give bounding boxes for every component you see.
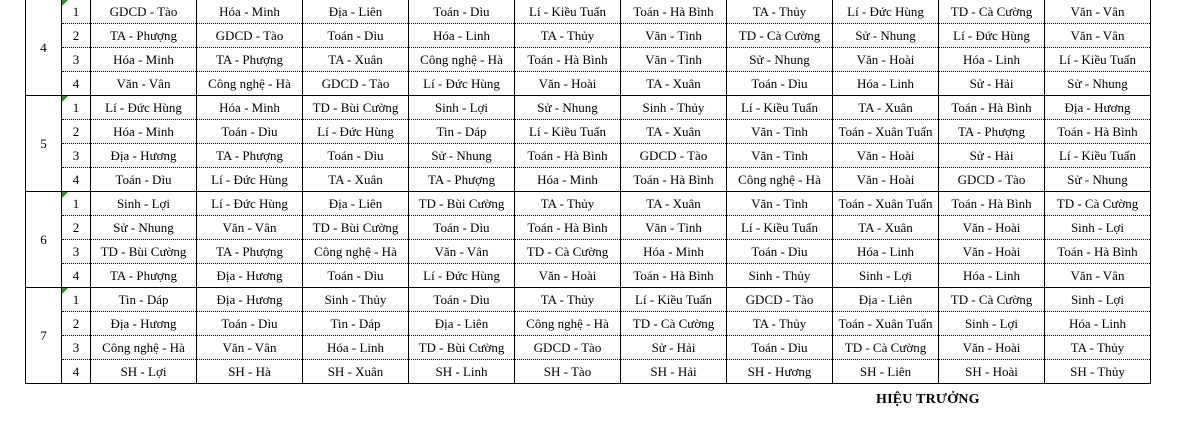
lesson-cell: TD - Bùi Cường [91, 240, 197, 264]
lesson-cell: Văn - Hoài [833, 168, 939, 192]
day-label: 6 [26, 192, 62, 288]
lesson-cell: TD - Cà Cường [621, 312, 727, 336]
lesson-cell: TA - Phượng [197, 144, 303, 168]
lesson-cell: GDCD - Tào [515, 336, 621, 360]
timetable-row [26, 360, 1151, 384]
lesson-cell: Văn - Tình [727, 144, 833, 168]
lesson-cell: Toán - Dìu [409, 216, 515, 240]
lesson-cell: Văn - Vân [1045, 24, 1151, 48]
lesson-cell: Sinh - Lợi [409, 96, 515, 120]
timetable-row [26, 192, 1151, 216]
lesson-cell: Toán - Hà Bình [939, 96, 1045, 120]
lesson-cell: Hóa - Minh [91, 48, 197, 72]
lesson-cell: Sử - Hải [939, 144, 1045, 168]
lesson-cell: Văn - Vân [197, 216, 303, 240]
lesson-cell: Toán - Dìu [409, 0, 515, 24]
timetable-row [26, 168, 1151, 192]
lesson-cell: Sinh - Thủy [727, 264, 833, 288]
lesson-cell: Công nghệ - Hà [91, 336, 197, 360]
lesson-cell: Sử - Nhung [1045, 168, 1151, 192]
timetable-row [26, 216, 1151, 240]
period-number: 4 [62, 264, 91, 288]
lesson-cell: Lí - Kiều Tuấn [1045, 144, 1151, 168]
lesson-cell: SH - Xuân [303, 360, 409, 384]
lesson-cell: Toán - Dìu [197, 312, 303, 336]
timetable-row [26, 0, 1151, 24]
lesson-cell: TA - Thủy [727, 312, 833, 336]
lesson-cell: Sinh - Thủy [621, 96, 727, 120]
lesson-cell: Văn - Hoài [833, 48, 939, 72]
lesson-cell: Lí - Đức Hùng [303, 120, 409, 144]
lesson-cell: SH - Linh [409, 360, 515, 384]
lesson-cell: TA - Xuân [621, 72, 727, 96]
lesson-cell: Toán - Hà Bình [1045, 120, 1151, 144]
lesson-cell: TD - Bùi Cường [409, 336, 515, 360]
lesson-cell: Hóa - Linh [1045, 312, 1151, 336]
timetable-row [26, 264, 1151, 288]
lesson-cell: Văn - Vân [409, 240, 515, 264]
timetable-grid [25, 0, 1151, 384]
lesson-cell: Công nghệ - Hà [409, 48, 515, 72]
timetable-row [26, 144, 1151, 168]
lesson-cell: Lí - Kiều Tuấn [1045, 48, 1151, 72]
lesson-cell: Sử - Nhung [833, 24, 939, 48]
lesson-cell: SH - Hoài [939, 360, 1045, 384]
lesson-cell: TA - Thủy [727, 0, 833, 24]
lesson-cell: Văn - Tình [621, 216, 727, 240]
lesson-cell: Toán - Hà Bình [939, 192, 1045, 216]
lesson-cell: Lí - Đức Hùng [939, 24, 1045, 48]
lesson-cell: GDCD - Tào [197, 24, 303, 48]
lesson-cell: Địa - Hương [197, 288, 303, 312]
lesson-cell: Lí - Kiều Tuấn [727, 216, 833, 240]
timetable-row [26, 288, 1151, 312]
timetable-body [26, 0, 1151, 384]
lesson-cell: TD - Cà Cường [939, 0, 1045, 24]
lesson-cell: Toán - Dìu [91, 168, 197, 192]
lesson-cell: Toán - Dìu [727, 336, 833, 360]
lesson-cell: Văn - Hoài [939, 336, 1045, 360]
lesson-cell: Địa - Liên [833, 288, 939, 312]
lesson-cell: Hóa - Linh [409, 24, 515, 48]
lesson-cell: TD - Cà Cường [1045, 192, 1151, 216]
lesson-cell: Toán - Dìu [197, 120, 303, 144]
lesson-cell: Công nghệ - Hà [727, 168, 833, 192]
lesson-cell: Văn - Tình [727, 192, 833, 216]
lesson-cell: Hóa - Linh [939, 264, 1045, 288]
lesson-cell: Sử - Nhung [727, 48, 833, 72]
lesson-cell: SH - Tào [515, 360, 621, 384]
lesson-cell: Công nghệ - Hà [515, 312, 621, 336]
lesson-cell: GDCD - Tào [727, 288, 833, 312]
lesson-cell: Lí - Đức Hùng [833, 0, 939, 24]
lesson-cell: Lí - Đức Hùng [91, 96, 197, 120]
lesson-cell: Lí - Đức Hùng [197, 168, 303, 192]
lesson-cell: TA - Xuân [833, 96, 939, 120]
lesson-cell: SH - Lợi [91, 360, 197, 384]
lesson-cell: Địa - Liên [409, 312, 515, 336]
lesson-cell: SH - Hương [727, 360, 833, 384]
lesson-cell: Văn - Hoài [939, 216, 1045, 240]
lesson-cell: Công nghệ - Hà [303, 240, 409, 264]
lesson-cell: Toán - Dìu [727, 72, 833, 96]
lesson-cell: TA - Phượng [939, 120, 1045, 144]
lesson-cell: Hóa - Linh [939, 48, 1045, 72]
lesson-cell: Địa - Hương [197, 264, 303, 288]
lesson-cell: Văn - Vân [91, 72, 197, 96]
lesson-cell: TA - Phượng [91, 24, 197, 48]
lesson-cell: Văn - Hoài [833, 144, 939, 168]
lesson-cell: Văn - Hoài [515, 72, 621, 96]
period-number: 2 [62, 24, 91, 48]
lesson-cell: Sinh - Lợi [91, 192, 197, 216]
lesson-cell: Toán - Dìu [303, 144, 409, 168]
period-number: 4 [62, 72, 91, 96]
lesson-cell: GDCD - Tào [939, 168, 1045, 192]
lesson-cell: TA - Thủy [1045, 336, 1151, 360]
period-number: 1 [62, 192, 91, 216]
lesson-cell: TA - Thủy [515, 192, 621, 216]
lesson-cell: Hóa - Linh [833, 72, 939, 96]
lesson-cell: Toán - Hà Bình [515, 48, 621, 72]
lesson-cell: Lí - Đức Hùng [409, 264, 515, 288]
timetable-row [26, 312, 1151, 336]
lesson-cell: Toán - Dìu [303, 24, 409, 48]
lesson-cell: Sử - Hải [621, 336, 727, 360]
lesson-cell: TA - Phượng [409, 168, 515, 192]
lesson-cell: TD - Cà Cường [939, 288, 1045, 312]
lesson-cell: Văn - Tình [621, 24, 727, 48]
lesson-cell: Hóa - Minh [91, 120, 197, 144]
lesson-cell: Toán - Dìu [727, 240, 833, 264]
lesson-cell: Lí - Đức Hùng [197, 192, 303, 216]
lesson-cell: Sinh - Lợi [1045, 216, 1151, 240]
lesson-cell: Văn - Tình [621, 48, 727, 72]
lesson-cell: Sử - Hải [939, 72, 1045, 96]
lesson-cell: Địa - Hương [91, 312, 197, 336]
lesson-cell: GDCD - Tào [621, 144, 727, 168]
day-label: 5 [26, 96, 62, 192]
lesson-cell: Lí - Kiều Tuấn [727, 96, 833, 120]
lesson-cell: Tin - Dáp [91, 288, 197, 312]
lesson-cell: GDCD - Tào [91, 0, 197, 24]
lesson-cell: TA - Thủy [515, 24, 621, 48]
lesson-cell: Công nghệ - Hà [197, 72, 303, 96]
lesson-cell: TA - Thủy [515, 288, 621, 312]
lesson-cell: Toán - Hà Bình [621, 168, 727, 192]
period-number: 4 [62, 360, 91, 384]
period-number: 1 [62, 288, 91, 312]
lesson-cell: SH - Hà [197, 360, 303, 384]
lesson-cell: TA - Phượng [197, 48, 303, 72]
lesson-cell: Văn - Tình [727, 120, 833, 144]
lesson-cell: SH - Hải [621, 360, 727, 384]
lesson-cell: TD - Cà Cường [833, 336, 939, 360]
lesson-cell: Lí - Kiều Tuấn [515, 120, 621, 144]
lesson-cell: TA - Phượng [91, 264, 197, 288]
lesson-cell: Tin - Dáp [303, 312, 409, 336]
timetable-row [26, 240, 1151, 264]
lesson-cell: SH - Liên [833, 360, 939, 384]
principal-signature-label: HIỆU TRƯỞNG [876, 392, 980, 407]
lesson-cell: Sinh - Lợi [939, 312, 1045, 336]
period-number: 1 [62, 0, 91, 24]
period-number: 4 [62, 168, 91, 192]
lesson-cell: Toán - Xuân Tuấn [833, 120, 939, 144]
lesson-cell: Địa - Liên [303, 0, 409, 24]
lesson-cell: Văn - Vân [1045, 0, 1151, 24]
lesson-cell: Văn - Hoài [515, 264, 621, 288]
timetable-row [26, 336, 1151, 360]
lesson-cell: Toán - Dìu [409, 288, 515, 312]
lesson-cell: Văn - Hoài [939, 240, 1045, 264]
lesson-cell: TA - Xuân [621, 120, 727, 144]
lesson-cell: Văn - Vân [1045, 264, 1151, 288]
lesson-cell: Toán - Dìu [303, 264, 409, 288]
lesson-cell: TA - Xuân [303, 168, 409, 192]
timetable-row [26, 96, 1151, 120]
lesson-cell: Toán - Hà Bình [621, 264, 727, 288]
day-label: 7 [26, 288, 62, 384]
lesson-cell: Sinh - Lợi [1045, 288, 1151, 312]
period-number: 2 [62, 312, 91, 336]
lesson-cell: TA - Xuân [833, 216, 939, 240]
lesson-cell: Địa - Hương [91, 144, 197, 168]
lesson-cell: Toán - Hà Bình [515, 144, 621, 168]
lesson-cell: Sử - Nhung [409, 144, 515, 168]
lesson-cell: Toán - Xuân Tuấn [833, 192, 939, 216]
lesson-cell: Hóa - Linh [303, 336, 409, 360]
lesson-cell: Địa - Hương [1045, 96, 1151, 120]
lesson-cell: SH - Thủy [1045, 360, 1151, 384]
lesson-cell: Sử - Nhung [1045, 72, 1151, 96]
lesson-cell: Hóa - Linh [833, 240, 939, 264]
lesson-cell: Sử - Nhung [91, 216, 197, 240]
lesson-cell: TA - Phượng [197, 240, 303, 264]
lesson-cell: Địa - Liên [303, 192, 409, 216]
lesson-cell: TD - Bùi Cường [303, 216, 409, 240]
lesson-cell: Lí - Kiều Tuấn [515, 0, 621, 24]
lesson-cell: Lí - Đức Hùng [409, 72, 515, 96]
timetable-row [26, 72, 1151, 96]
period-number: 3 [62, 144, 91, 168]
lesson-cell: TD - Cà Cường [727, 24, 833, 48]
period-number: 2 [62, 216, 91, 240]
lesson-cell: Toán - Hà Bình [621, 0, 727, 24]
timetable-row [26, 48, 1151, 72]
lesson-cell: TD - Bùi Cường [409, 192, 515, 216]
lesson-cell: Toán - Hà Bình [1045, 240, 1151, 264]
lesson-cell: Sử - Nhung [515, 96, 621, 120]
lesson-cell: Sinh - Lợi [833, 264, 939, 288]
period-number: 3 [62, 240, 91, 264]
lesson-cell: TA - Xuân [303, 48, 409, 72]
timetable-row [26, 24, 1151, 48]
period-number: 1 [62, 96, 91, 120]
period-number: 2 [62, 120, 91, 144]
lesson-cell: GDCD - Tào [303, 72, 409, 96]
lesson-cell: Lí - Kiều Tuấn [621, 288, 727, 312]
lesson-cell: Tin - Dáp [409, 120, 515, 144]
period-number: 3 [62, 48, 91, 72]
lesson-cell: Hóa - Minh [197, 96, 303, 120]
lesson-cell: Toán - Xuân Tuấn [833, 312, 939, 336]
lesson-cell: Toán - Hà Bình [515, 216, 621, 240]
lesson-cell: TA - Xuân [621, 192, 727, 216]
lesson-cell: Văn - Vân [197, 336, 303, 360]
timetable-row [26, 120, 1151, 144]
lesson-cell: Hóa - Minh [621, 240, 727, 264]
lesson-cell: Hóa - Minh [197, 0, 303, 24]
period-number: 3 [62, 336, 91, 360]
lesson-cell: Sinh - Thủy [303, 288, 409, 312]
lesson-cell: TD - Bùi Cường [303, 96, 409, 120]
lesson-cell: Hóa - Minh [515, 168, 621, 192]
lesson-cell: TD - Cà Cường [515, 240, 621, 264]
day-label: 4 [26, 0, 62, 96]
